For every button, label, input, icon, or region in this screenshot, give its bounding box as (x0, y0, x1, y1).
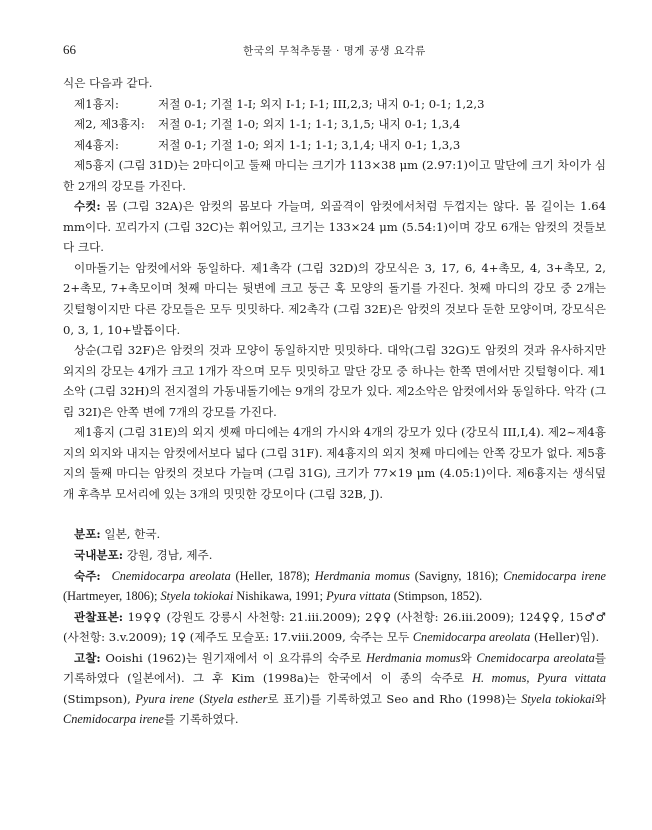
paragraph-male (63, 196, 606, 258)
paragraph-legs: 제1흉지 (그림 31E)의 외지 셋째 마디에는 4개의 가시와 4개의 강모가 있다 (강모식 III,I,4). 제2~제4흉지의 외지와 내지는 암컷에서보다 넓다 (그림 31F). 제4흉지의 외지 첫째 마디에는 안쪽 강모가 없다. 제5흉지의 둘째 마디는 암컷의 것보다 가늘며 (그림 31G), 크기가 77×19 μm (4.05:1)이다. 제6흉지는 생식덮개 후측부 모서리에 있는 3개의 밋밋한 강모이다 (그림 32B, J). (63, 425, 606, 501)
material-examined: 관찰표본: 19♀♀ (강원도 강릉시 사천항: 21.iii.2009); 2♀♀ (사천항: 26.iii.2009); 124♀♀, 15♂♂ (사천항: 3.v.2009); 1♀ (제주도 모슬포: 17.viii.2009, 숙주는 모두 Cnemidocarpa areolata (Heller)임). (63, 609, 606, 645)
setal-formula-row (63, 94, 606, 115)
hosts: 숙주: Cnemidocarpa areolata (Heller, 1878); Herdmania momus (Savigny, 1816); Cnemidocarpa irene (Hartmeyer, 1806); Styela tokiokai Nishikawa, 1991; Pyura vittata (Stimpson, 1852). (63, 568, 606, 604)
remarks: 고찰: Ooishi (1962)는 원기재에서 이 요각류의 숙주로 Herdmania momus와 Cnemidocarpa areolata를 기록하였다 (일본에서). 그 후 Kim (1998a)는 한국에서 이 종의 숙주로 H. momus, Pyura vittata (Stimpson), Pyura irene (Styela esther로 표기)를 기록하였고 Seo and Rho (1998)는 Styela tokiokai와 Cnemidocarpa irene를 기록하였다. (63, 650, 607, 727)
male-heading: 수컷: (74, 199, 101, 214)
setal-formula-row (63, 114, 606, 135)
formula-text: 저절 0-1; 기절 1-0; 외지 1-1; 1-1; 3,1,5; 내지 0-1; 1,3,4 (158, 117, 461, 132)
page-header (63, 42, 606, 60)
distribution-heading: 분포: (74, 527, 101, 542)
intro-line: 식은 다음과 같다. (63, 76, 153, 90)
formula-label: 제1흉지: (74, 96, 119, 111)
formula-label: 제2, 제3흉지: (74, 117, 145, 132)
formula-text: 저절 0-1; 기절 1-I; 외지 I-1; I-1; III,2,3; 내지 0-1; 0-1; 1,2,3 (158, 96, 485, 111)
remarks-heading: 고찰: (74, 650, 101, 665)
page-body (63, 73, 606, 730)
formula-text: 저절 0-1; 기절 1-0; 외지 1-1; 1-1; 3,1,4; 내지 0-1; 1,3,3 (158, 137, 461, 152)
host-species: Cnemidocarpa irene (503, 568, 606, 583)
korea-distribution-heading: 국내분포: (74, 548, 124, 563)
paragraph-labrum: 상순(그림 32F)은 암컷의 것과 모양이 동일하지만 밋밋하다. 대악(그림 32G)도 암컷의 것과 유사하지만 외지의 강모는 4개가 크고 1개가 작으며 모두 밋밋하고 말단 강모 중 하나는 한쪽 면에서만 깃털형이다. 제1소악 (그림 32H)의 전지절의 가동내돌기에는 9개의 강모가 있다. 제2소악은 암컷에서와 동일하다. 악각 (그림 32I)은 안쪽 변에 7개의 강모를 가진다. (63, 343, 606, 419)
male-text: 몸 (그림 32A)은 암컷의 몸보다 가늘며, 외골격이 암컷에서처럼 두껍지는 않다. 몸 길이는 1.64 mm이다. 꼬리가지 (그림 32C)는 휘어있고, 크기는 133×24 μm (5.54:1)이며 강모 6개는 암컷의 것들보다 크다. (63, 199, 606, 255)
setal-formula-row (63, 135, 606, 156)
distribution-text: 일본, 한국. (100, 527, 161, 542)
host-species: Styela tokiokai (160, 589, 234, 604)
running-title: 한국의 무척추동물 · 명게 공생 요각류 (243, 45, 426, 57)
korea-distribution (63, 545, 606, 566)
paragraph-rostrum: 이마돌기는 암컷에서와 동일하다. 제1촉각 (그림 32D)의 강모식은 3, 17, 6, 4+촉모, 4, 3+촉모, 2, 2+촉모, 7+촉모이며 첫째 마디는 뒷변에 크고 둥근 혹 모양의 돌기를 가진다. 첫째 마디의 강모 중 2개는 깃털형이지만 다른 강모들은 모두 밋밋하다. 제2촉각 (그림 32E)은 암컷의 것보다 둔한 모양이며, 강모식은 0, 3, 1, 10+발톱이다. (63, 260, 606, 337)
hosts-heading: 숙주: (74, 568, 101, 583)
host-species: Herdmania momus (314, 568, 410, 583)
distribution (63, 524, 606, 545)
paragraph-leg5: 제5흉지 (그림 31D)는 2마디이고 둘째 마디는 크기가 113×38 μm (2.97:1)이고 말단에 크기 차이가 심한 2개의 강모를 가진다. (63, 158, 606, 193)
host-species: Cnemidocarpa areolata (111, 568, 231, 583)
page-number: 66 (63, 42, 76, 57)
formula-label: 제4흉지: (74, 137, 119, 152)
korea-distribution-text: 강원, 경남, 제주. (123, 548, 213, 563)
host-species: Pyura vittata (326, 589, 391, 604)
material-heading: 관찰표본: (74, 609, 124, 624)
